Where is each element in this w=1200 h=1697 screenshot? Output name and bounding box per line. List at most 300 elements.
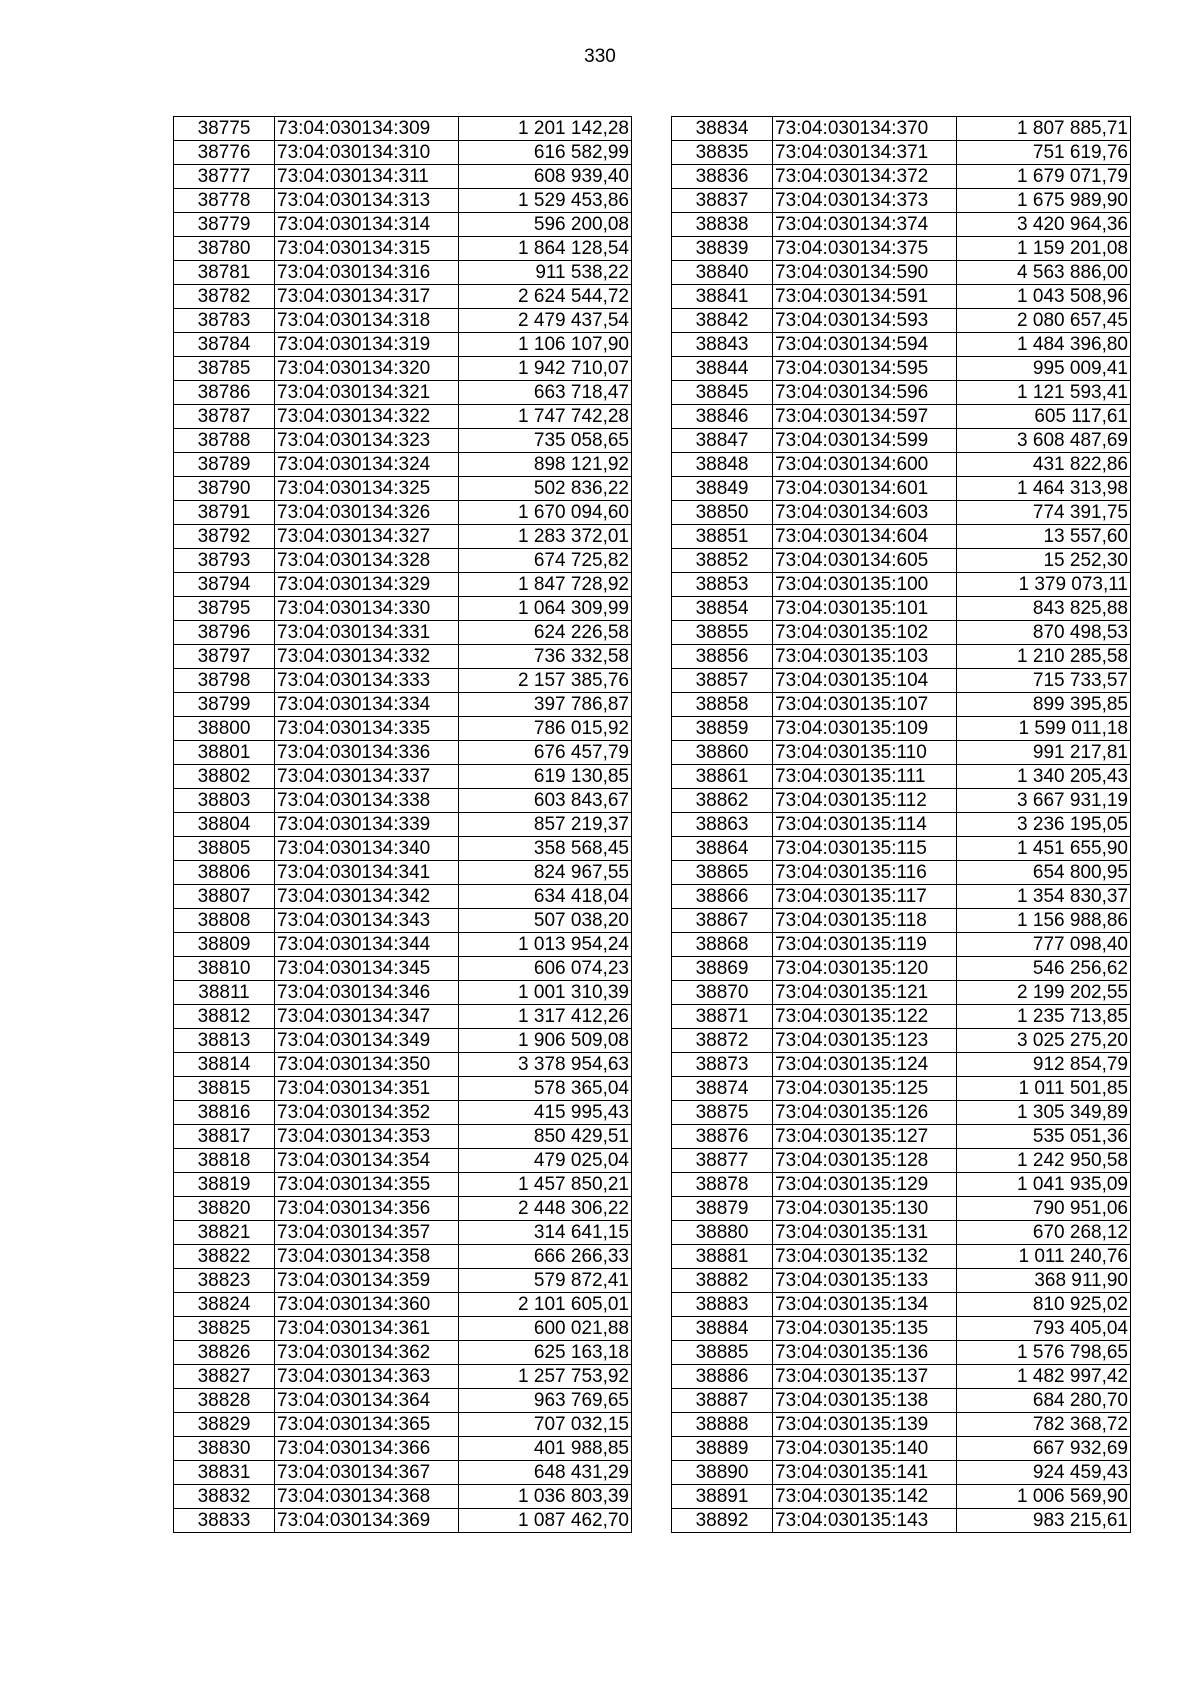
cadastral-number-cell: 73:04:030134:367	[275, 1461, 459, 1485]
row-number-cell: 38827	[174, 1365, 275, 1389]
row-number-cell: 38841	[672, 285, 773, 309]
row-number-cell: 38855	[672, 621, 773, 645]
row-number-cell: 38823	[174, 1269, 275, 1293]
row-number-cell: 38822	[174, 1245, 275, 1269]
cadastral-value-cell: 606 074,23	[459, 957, 632, 981]
table-row	[174, 1437, 632, 1461]
table-row	[672, 621, 1131, 645]
cadastral-value-cell: 782 368,72	[957, 1413, 1131, 1437]
table-row	[672, 117, 1131, 141]
row-number-cell: 38872	[672, 1029, 773, 1053]
cadastral-value-cell: 608 939,40	[459, 165, 632, 189]
row-number-cell: 38836	[672, 165, 773, 189]
table-row	[672, 1413, 1131, 1437]
cadastral-number-cell: 73:04:030135:138	[773, 1389, 957, 1413]
cadastral-number-cell: 73:04:030134:328	[275, 549, 459, 573]
row-number-cell: 38807	[174, 885, 275, 909]
cadastral-value-cell: 605 117,61	[957, 405, 1131, 429]
cadastral-value-cell: 663 718,47	[459, 381, 632, 405]
cadastral-number-cell: 73:04:030134:605	[773, 549, 957, 573]
cadastral-number-cell: 73:04:030134:357	[275, 1221, 459, 1245]
table-row	[174, 885, 632, 909]
cadastral-value-cell: 715 733,57	[957, 669, 1131, 693]
row-number-cell: 38812	[174, 1005, 275, 1029]
table-row	[672, 861, 1131, 885]
table-row	[174, 1245, 632, 1269]
cadastral-number-cell: 73:04:030134:361	[275, 1317, 459, 1341]
table-row	[672, 909, 1131, 933]
cadastral-number-cell: 73:04:030135:143	[773, 1509, 957, 1533]
row-number-cell: 38832	[174, 1485, 275, 1509]
cadastral-number-cell: 73:04:030135:126	[773, 1101, 957, 1125]
cadastral-number-cell: 73:04:030134:360	[275, 1293, 459, 1317]
cadastral-number-cell: 73:04:030135:124	[773, 1053, 957, 1077]
table-row	[174, 333, 632, 357]
cadastral-number-cell: 73:04:030135:128	[773, 1149, 957, 1173]
cadastral-value-cell: 1 317 412,26	[459, 1005, 632, 1029]
row-number-cell: 38787	[174, 405, 275, 429]
cadastral-value-cell: 1 807 885,71	[957, 117, 1131, 141]
cadastral-value-cell: 924 459,43	[957, 1461, 1131, 1485]
row-number-cell: 38857	[672, 669, 773, 693]
cadastral-value-cell: 991 217,81	[957, 741, 1131, 765]
table-row	[672, 981, 1131, 1005]
table-row	[672, 933, 1131, 957]
row-number-cell: 38808	[174, 909, 275, 933]
table-row	[174, 573, 632, 597]
row-number-cell: 38850	[672, 501, 773, 525]
cadastral-number-cell: 73:04:030135:110	[773, 741, 957, 765]
cadastral-number-cell: 73:04:030134:333	[275, 669, 459, 693]
cadastral-number-cell: 73:04:030134:331	[275, 621, 459, 645]
cadastral-value-cell: 397 786,87	[459, 693, 632, 717]
table-row	[174, 429, 632, 453]
table-row	[672, 333, 1131, 357]
cadastral-value-cell: 674 725,82	[459, 549, 632, 573]
cadastral-number-cell: 73:04:030134:364	[275, 1389, 459, 1413]
table-row	[174, 117, 632, 141]
row-number-cell: 38888	[672, 1413, 773, 1437]
cadastral-value-cell: 735 058,65	[459, 429, 632, 453]
table-row	[672, 1437, 1131, 1461]
cadastral-number-cell: 73:04:030135:131	[773, 1221, 957, 1245]
cadastral-value-cell: 983 215,61	[957, 1509, 1131, 1533]
table-row	[672, 1269, 1131, 1293]
cadastral-number-cell: 73:04:030134:310	[275, 141, 459, 165]
cadastral-value-cell: 1 283 372,01	[459, 525, 632, 549]
table-row	[672, 1221, 1131, 1245]
cadastral-value-cell: 2 101 605,01	[459, 1293, 632, 1317]
cadastral-number-cell: 73:04:030135:122	[773, 1005, 957, 1029]
table-row	[174, 261, 632, 285]
table-row	[174, 981, 632, 1005]
table-row	[174, 717, 632, 741]
row-number-cell: 38882	[672, 1269, 773, 1293]
cadastral-value-cell: 1 011 501,85	[957, 1077, 1131, 1101]
table-row	[174, 1389, 632, 1413]
table-row	[174, 741, 632, 765]
cadastral-value-cell: 1 043 508,96	[957, 285, 1131, 309]
table-row	[174, 1053, 632, 1077]
cadastral-number-cell: 73:04:030135:135	[773, 1317, 957, 1341]
cadastral-value-cell: 684 280,70	[957, 1389, 1131, 1413]
cadastral-value-cell: 3 608 487,69	[957, 429, 1131, 453]
row-number-cell: 38800	[174, 717, 275, 741]
cadastral-number-cell: 73:04:030134:354	[275, 1149, 459, 1173]
row-number-cell: 38828	[174, 1389, 275, 1413]
table-row	[672, 1077, 1131, 1101]
table-row	[174, 501, 632, 525]
table-row	[672, 837, 1131, 861]
cadastral-number-cell: 73:04:030134:359	[275, 1269, 459, 1293]
row-number-cell: 38847	[672, 429, 773, 453]
cadastral-value-cell: 314 641,15	[459, 1221, 632, 1245]
cadastral-value-cell: 3 378 954,63	[459, 1053, 632, 1077]
cadastral-number-cell: 73:04:030135:123	[773, 1029, 957, 1053]
table-row	[174, 1485, 632, 1509]
cadastral-number-cell: 73:04:030135:103	[773, 645, 957, 669]
row-number-cell: 38880	[672, 1221, 773, 1245]
row-number-cell: 38821	[174, 1221, 275, 1245]
cadastral-number-cell: 73:04:030135:136	[773, 1341, 957, 1365]
row-number-cell: 38875	[672, 1101, 773, 1125]
cadastral-value-cell: 603 843,67	[459, 789, 632, 813]
cadastral-value-cell: 751 619,76	[957, 141, 1131, 165]
row-number-cell: 38870	[672, 981, 773, 1005]
cadastral-value-cell: 963 769,65	[459, 1389, 632, 1413]
cadastral-number-cell: 73:04:030134:338	[275, 789, 459, 813]
table-row	[672, 429, 1131, 453]
row-number-cell: 38865	[672, 861, 773, 885]
table-row	[174, 381, 632, 405]
row-number-cell: 38864	[672, 837, 773, 861]
cadastral-value-cell: 1 121 593,41	[957, 381, 1131, 405]
row-number-cell: 38859	[672, 717, 773, 741]
cadastral-number-cell: 73:04:030134:341	[275, 861, 459, 885]
cadastral-number-cell: 73:04:030134:314	[275, 213, 459, 237]
cadastral-number-cell: 73:04:030134:366	[275, 1437, 459, 1461]
table-row	[672, 1509, 1131, 1533]
row-number-cell: 38815	[174, 1077, 275, 1101]
row-number-cell: 38792	[174, 525, 275, 549]
row-number-cell: 38837	[672, 189, 773, 213]
cadastral-number-cell: 73:04:030135:115	[773, 837, 957, 861]
table-row	[174, 1269, 632, 1293]
cadastral-number-cell: 73:04:030135:127	[773, 1125, 957, 1149]
table-row	[672, 1317, 1131, 1341]
cadastral-value-cell: 535 051,36	[957, 1125, 1131, 1149]
cadastral-number-cell: 73:04:030134:352	[275, 1101, 459, 1125]
cadastral-value-cell: 843 825,88	[957, 597, 1131, 621]
row-number-cell: 38889	[672, 1437, 773, 1461]
cadastral-value-cell: 15 252,30	[957, 549, 1131, 573]
cadastral-number-cell: 73:04:030134:344	[275, 933, 459, 957]
cadastral-number-cell: 73:04:030135:100	[773, 573, 957, 597]
row-number-cell: 38839	[672, 237, 773, 261]
cadastral-number-cell: 73:04:030135:101	[773, 597, 957, 621]
table-row	[174, 789, 632, 813]
cadastral-value-cell: 1 529 453,86	[459, 189, 632, 213]
cadastral-number-cell: 73:04:030135:114	[773, 813, 957, 837]
row-number-cell: 38856	[672, 645, 773, 669]
row-number-cell: 38846	[672, 405, 773, 429]
cadastral-number-cell: 73:04:030134:590	[773, 261, 957, 285]
table-row	[174, 237, 632, 261]
cadastral-value-cell: 1 006 569,90	[957, 1485, 1131, 1509]
row-number-cell: 38793	[174, 549, 275, 573]
cadastral-number-cell: 73:04:030134:600	[773, 453, 957, 477]
cadastral-number-cell: 73:04:030135:141	[773, 1461, 957, 1485]
table-row	[672, 885, 1131, 909]
cadastral-value-cell: 1 379 073,11	[957, 573, 1131, 597]
cadastral-number-cell: 73:04:030134:335	[275, 717, 459, 741]
cadastral-number-cell: 73:04:030134:358	[275, 1245, 459, 1269]
cadastral-value-cell: 786 015,92	[459, 717, 632, 741]
cadastral-number-cell: 73:04:030134:356	[275, 1197, 459, 1221]
row-number-cell: 38854	[672, 597, 773, 621]
table-row	[672, 741, 1131, 765]
row-number-cell: 38781	[174, 261, 275, 285]
table-row	[672, 549, 1131, 573]
table-row	[174, 813, 632, 837]
row-number-cell: 38883	[672, 1293, 773, 1317]
cadastral-number-cell: 73:04:030134:346	[275, 981, 459, 1005]
cadastral-number-cell: 73:04:030134:329	[275, 573, 459, 597]
cadastral-number-cell: 73:04:030134:365	[275, 1413, 459, 1437]
table-row	[174, 1365, 632, 1389]
table-row	[672, 261, 1131, 285]
table-row	[174, 309, 632, 333]
table-row	[174, 1197, 632, 1221]
cadastral-number-cell: 73:04:030134:327	[275, 525, 459, 549]
cadastral-value-cell: 736 332,58	[459, 645, 632, 669]
cadastral-number-cell: 73:04:030134:343	[275, 909, 459, 933]
cadastral-number-cell: 73:04:030134:347	[275, 1005, 459, 1029]
cadastral-value-cell: 1 011 240,76	[957, 1245, 1131, 1269]
row-number-cell: 38818	[174, 1149, 275, 1173]
row-number-cell: 38876	[672, 1125, 773, 1149]
row-number-cell: 38843	[672, 333, 773, 357]
table-row	[174, 1077, 632, 1101]
row-number-cell: 38877	[672, 1149, 773, 1173]
table-row	[174, 837, 632, 861]
table-row	[672, 1125, 1131, 1149]
cadastral-number-cell: 73:04:030134:369	[275, 1509, 459, 1533]
cadastral-value-cell: 3 667 931,19	[957, 789, 1131, 813]
cadastral-value-cell: 1 257 753,92	[459, 1365, 632, 1389]
table-row	[174, 1125, 632, 1149]
cadastral-number-cell: 73:04:030134:355	[275, 1173, 459, 1197]
cadastral-number-cell: 73:04:030135:102	[773, 621, 957, 645]
row-number-cell: 38833	[174, 1509, 275, 1533]
cadastral-value-cell: 2 448 306,22	[459, 1197, 632, 1221]
cadastral-value-cell: 2 624 544,72	[459, 285, 632, 309]
cadastral-value-cell: 431 822,86	[957, 453, 1131, 477]
row-number-cell: 38853	[672, 573, 773, 597]
table-row	[672, 1101, 1131, 1125]
cadastral-number-cell: 73:04:030135:107	[773, 693, 957, 717]
cadastral-value-cell: 1 451 655,90	[957, 837, 1131, 861]
row-number-cell: 38861	[672, 765, 773, 789]
row-number-cell: 38852	[672, 549, 773, 573]
row-number-cell: 38775	[174, 117, 275, 141]
cadastral-value-cell: 1 457 850,21	[459, 1173, 632, 1197]
cadastral-number-cell: 73:04:030134:323	[275, 429, 459, 453]
cadastral-value-cell: 579 872,41	[459, 1269, 632, 1293]
row-number-cell: 38834	[672, 117, 773, 141]
cadastral-number-cell: 73:04:030135:117	[773, 885, 957, 909]
cadastral-number-cell: 73:04:030134:370	[773, 117, 957, 141]
row-number-cell: 38803	[174, 789, 275, 813]
table-row	[174, 1317, 632, 1341]
cadastral-value-cell: 1 106 107,90	[459, 333, 632, 357]
cadastral-value-cell: 666 266,33	[459, 1245, 632, 1269]
row-number-cell: 38831	[174, 1461, 275, 1485]
cadastral-number-cell: 73:04:030134:334	[275, 693, 459, 717]
cadastral-value-cell: 1 576 798,65	[957, 1341, 1131, 1365]
cadastral-value-cell: 1 670 094,60	[459, 501, 632, 525]
cadastral-number-cell: 73:04:030134:336	[275, 741, 459, 765]
row-number-cell: 38784	[174, 333, 275, 357]
cadastral-value-cell: 810 925,02	[957, 1293, 1131, 1317]
row-number-cell: 38789	[174, 453, 275, 477]
table-row	[174, 1413, 632, 1437]
cadastral-number-cell: 73:04:030134:372	[773, 165, 957, 189]
row-number-cell: 38783	[174, 309, 275, 333]
cadastral-value-cell: 1 906 509,08	[459, 1029, 632, 1053]
row-number-cell: 38835	[672, 141, 773, 165]
cadastral-number-cell: 73:04:030134:311	[275, 165, 459, 189]
cadastral-number-cell: 73:04:030134:342	[275, 885, 459, 909]
row-number-cell: 38790	[174, 477, 275, 501]
row-number-cell: 38868	[672, 933, 773, 957]
row-number-cell: 38777	[174, 165, 275, 189]
cadastral-value-cell: 3 236 195,05	[957, 813, 1131, 837]
table-row	[672, 141, 1131, 165]
cadastral-number-cell: 73:04:030135:120	[773, 957, 957, 981]
row-number-cell: 38778	[174, 189, 275, 213]
table-row	[174, 1149, 632, 1173]
row-number-cell: 38886	[672, 1365, 773, 1389]
table-row	[672, 1005, 1131, 1029]
row-number-cell: 38873	[672, 1053, 773, 1077]
table-row	[174, 933, 632, 957]
cadastral-number-cell: 73:04:030134:599	[773, 429, 957, 453]
cadastral-number-cell: 73:04:030135:133	[773, 1269, 957, 1293]
table-row	[672, 165, 1131, 189]
row-number-cell: 38891	[672, 1485, 773, 1509]
cadastral-number-cell: 73:04:030134:603	[773, 501, 957, 525]
cadastral-value-cell: 624 226,58	[459, 621, 632, 645]
table-row	[672, 573, 1131, 597]
row-number-cell: 38869	[672, 957, 773, 981]
table-row	[174, 861, 632, 885]
cadastral-number-cell: 73:04:030134:322	[275, 405, 459, 429]
cadastral-value-cell: 1 679 071,79	[957, 165, 1131, 189]
cadastral-value-cell: 1 340 205,43	[957, 765, 1131, 789]
row-number-cell: 38819	[174, 1173, 275, 1197]
table-row	[672, 1149, 1131, 1173]
table-row	[672, 477, 1131, 501]
cadastral-number-cell: 73:04:030134:330	[275, 597, 459, 621]
cadastral-value-cell: 546 256,62	[957, 957, 1131, 981]
cadastral-number-cell: 73:04:030135:112	[773, 789, 957, 813]
cadastral-value-cell: 670 268,12	[957, 1221, 1131, 1245]
row-number-cell: 38785	[174, 357, 275, 381]
cadastral-number-cell: 73:04:030134:604	[773, 525, 957, 549]
cadastral-value-cell: 479 025,04	[459, 1149, 632, 1173]
row-number-cell: 38862	[672, 789, 773, 813]
table-row	[174, 141, 632, 165]
cadastral-value-cell: 401 988,85	[459, 1437, 632, 1461]
cadastral-value-cell: 619 130,85	[459, 765, 632, 789]
cadastral-value-cell: 1 036 803,39	[459, 1485, 632, 1509]
row-number-cell: 38791	[174, 501, 275, 525]
cadastral-number-cell: 73:04:030135:137	[773, 1365, 957, 1389]
cadastral-number-cell: 73:04:030134:339	[275, 813, 459, 837]
cadastral-number-cell: 73:04:030135:125	[773, 1077, 957, 1101]
cadastral-number-cell: 73:04:030134:373	[773, 189, 957, 213]
table-row	[672, 1053, 1131, 1077]
cadastral-number-cell: 73:04:030134:313	[275, 189, 459, 213]
cadastral-value-cell: 1 041 935,09	[957, 1173, 1131, 1197]
cadastral-value-cell: 1 847 728,92	[459, 573, 632, 597]
table-row	[174, 357, 632, 381]
cadastral-value-cell: 1 201 142,28	[459, 117, 632, 141]
row-number-cell: 38799	[174, 693, 275, 717]
row-number-cell: 38829	[174, 1413, 275, 1437]
row-number-cell: 38838	[672, 213, 773, 237]
table-row	[174, 1293, 632, 1317]
row-number-cell: 38860	[672, 741, 773, 765]
table-row	[174, 549, 632, 573]
cadastral-value-cell: 1 864 128,54	[459, 237, 632, 261]
cadastral-number-cell: 73:04:030134:316	[275, 261, 459, 285]
table-body-right	[672, 117, 1131, 1533]
cadastral-number-cell: 73:04:030135:119	[773, 933, 957, 957]
row-number-cell: 38795	[174, 597, 275, 621]
table-row	[174, 1029, 632, 1053]
table-row	[174, 909, 632, 933]
cadastral-value-cell: 1 484 396,80	[957, 333, 1131, 357]
row-number-cell: 38825	[174, 1317, 275, 1341]
cadastral-number-cell: 73:04:030135:129	[773, 1173, 957, 1197]
cadastral-value-table-right	[671, 116, 1131, 1533]
table-row	[672, 1389, 1131, 1413]
table-row	[174, 1101, 632, 1125]
row-number-cell: 38848	[672, 453, 773, 477]
row-number-cell: 38806	[174, 861, 275, 885]
table-row	[174, 525, 632, 549]
table-row	[174, 645, 632, 669]
row-number-cell: 38782	[174, 285, 275, 309]
cadastral-value-cell: 1 001 310,39	[459, 981, 632, 1005]
table-row	[672, 1341, 1131, 1365]
table-row	[174, 1221, 632, 1245]
table-row	[174, 189, 632, 213]
cadastral-number-cell: 73:04:030134:315	[275, 237, 459, 261]
table-row	[174, 453, 632, 477]
row-number-cell: 38874	[672, 1077, 773, 1101]
cadastral-value-cell: 2 157 385,76	[459, 669, 632, 693]
cadastral-number-cell: 73:04:030134:351	[275, 1077, 459, 1101]
cadastral-number-cell: 73:04:030135:130	[773, 1197, 957, 1221]
cadastral-value-cell: 793 405,04	[957, 1317, 1131, 1341]
row-number-cell: 38776	[174, 141, 275, 165]
row-number-cell: 38798	[174, 669, 275, 693]
cadastral-number-cell: 73:04:030134:595	[773, 357, 957, 381]
row-number-cell: 38887	[672, 1389, 773, 1413]
